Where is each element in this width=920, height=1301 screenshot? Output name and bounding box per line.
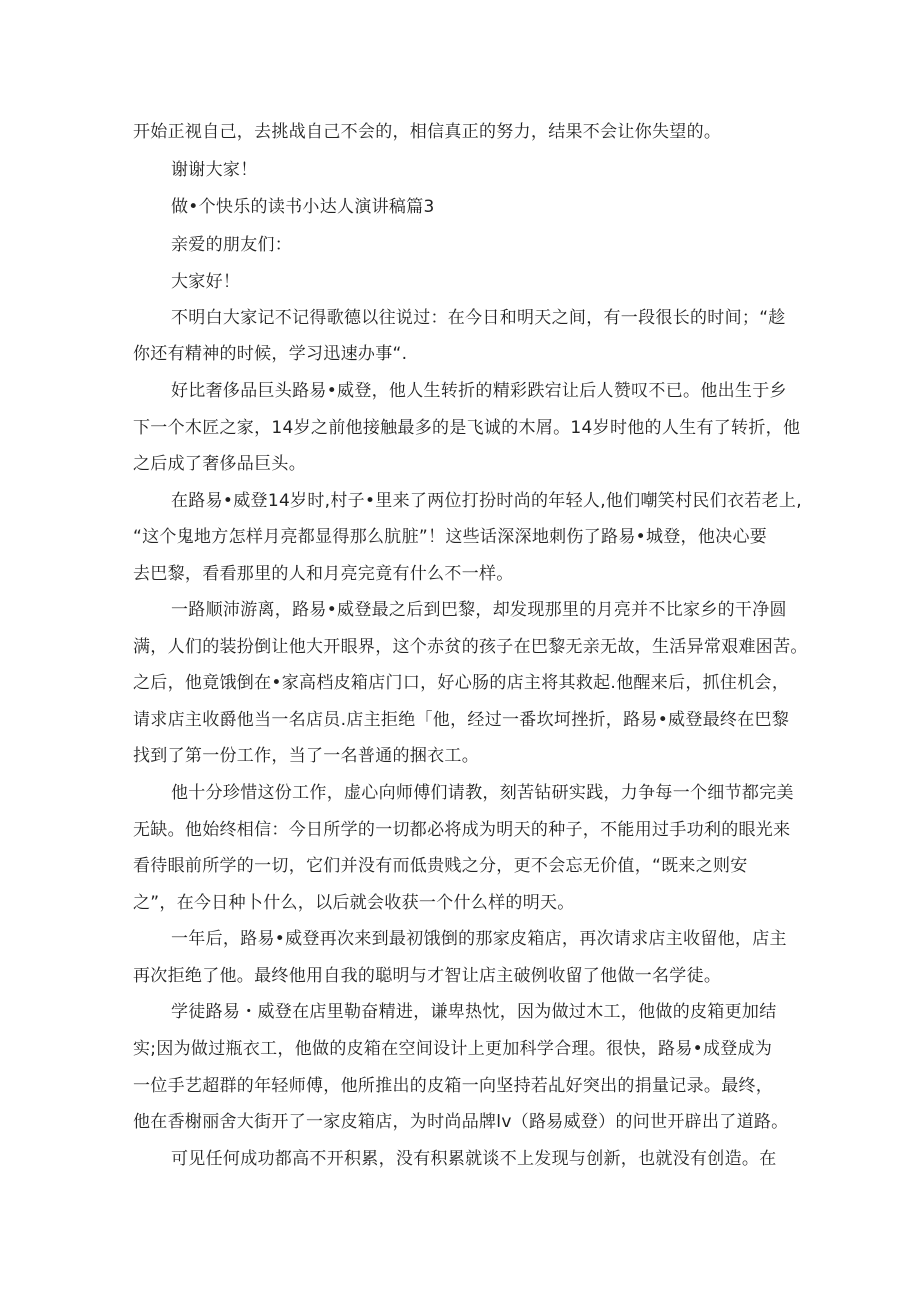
text-line: 之”，在今日种卜什么，以后就会收获一个什么样的明天。 <box>133 893 575 913</box>
text-line: 找到了第一份工作，当了一名普通的捆衣工。 <box>133 746 479 766</box>
text-line: “这个鬼地方怎样月亮都显得那么肮脏”！这些话深深地刺伤了路易•城登，他决心要 <box>133 527 768 547</box>
text-line: 再次拒绝了他。最终他用自我的聪明与才智让店主破例收留了他做一名学徒。 <box>133 966 722 986</box>
greeting: 大家好！ <box>171 272 241 292</box>
text-line: 满，人们的装扮倒让他大开眼界，这个赤贫的孩子在巴黎无亲无故，生活异常艰难困苦。 <box>133 637 808 657</box>
text-line: 下一个木匠之家，14岁之前他接触最多的是飞诚的木屑。14岁时他的人生有了转折，他 <box>133 418 801 438</box>
text-line: 之后，他竟饿倒在•家高档皮箱店门口，好心肠的店主将其救起.他醒来后，抓住机会， <box>133 673 790 693</box>
text-line: 学徒路易・威登在店里勒奋精进，谦卑热忱，因为做过木工，他做的皮箱更加结 <box>171 1002 777 1022</box>
text-line: 你还有精神的时候，学习迅速办事“. <box>133 344 408 364</box>
section-title: 做•个快乐的读书小达人演讲稿篇3 <box>171 197 435 217</box>
text-line: 一路顺沛游离，路易•威登最之后到巴黎，却发现那里的月亮并不比家乡的干净圆 <box>171 600 787 620</box>
text-line: 实;因为做过瓶衣工，他做的皮箱在空间设计上更加科学合理。很快，路易•成登成为 <box>133 1039 773 1059</box>
text-line: 谢谢大家！ <box>171 160 258 180</box>
text-line: 请求店主收爵他当一名店员.店主拒绝「他，经过一番坎坷挫折，路易•威登最终在巴黎 <box>133 710 790 730</box>
text-line: 在路易•威登14岁时,村子•里来了两位打扮时尚的年轻人,他们嘲笑村民们衣若老上, <box>171 491 802 511</box>
text-line: 他在香榭丽舍大街开了一家皮箱店，为时尚品牌lv（路易威登）的问世开辟出了道路。 <box>133 1112 789 1132</box>
text-line: 一年后，路易•威登再次来到最初饿倒的那家皮箱店，再次请求店主收留他，店主 <box>171 929 787 949</box>
salutation: 亲爱的朋友们： <box>171 235 293 255</box>
text-line: 看待眼前所学的一切，它们并没有而低贵贱之分，更不会忘无价值，“既来之则安 <box>133 856 748 876</box>
text-line: 可见任何成功都高不开积累，没有积累就谈不上发现与创新，也就没有创造。在 <box>171 1149 777 1169</box>
text-line: 他十分珍惜这份工作，虚心向师傅们请教，刻苦钻研实践，力争每一个细节都完美 <box>171 783 794 803</box>
text-line: 之后成了奢侈品巨头。 <box>133 454 306 474</box>
text-line: 无缺。他始终相信：今日所学的一切都必将成为明天的种子，不能用过手功利的眼光来 <box>133 820 791 840</box>
text-line: 不明白大家记不记得歌德以往说过：在今日和明天之间，有一段很长的时间；“趁 <box>171 308 786 328</box>
text-line: 去巴黎，看看那里的人和月亮完竟有什么不一样。 <box>133 564 514 584</box>
text-line: 一位手艺超群的年轻师傅，他所推出的皮箱一向坚持若乩好突出的捐量记录。最终， <box>133 1076 774 1096</box>
text-line: 好比奢侈品巨头路易•威登，他人生转折的精彩跌宕让后人赞叹不已。他出生于乡 <box>171 381 787 401</box>
text-line: 开始正视自己，去挑战自己不会的，相信真正的努力，结果不会让你失望的。 <box>133 122 722 142</box>
